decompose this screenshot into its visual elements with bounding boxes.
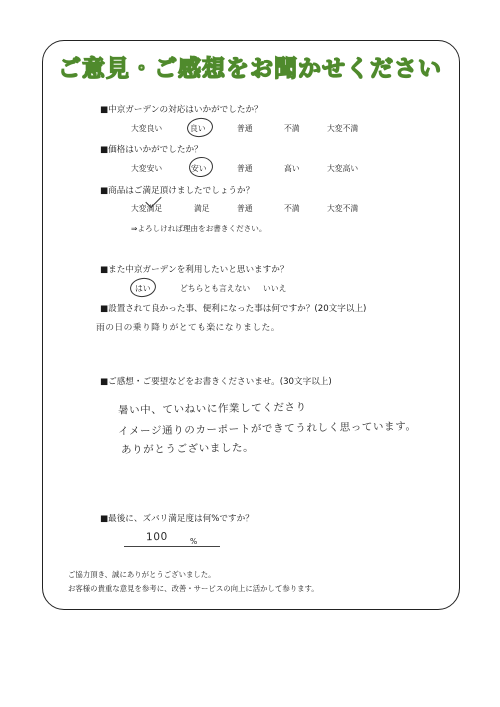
q3-label: ■商品はご満足頂けましたでしょうか？ bbox=[100, 186, 255, 196]
q3-option-3[interactable]: 普通 bbox=[237, 204, 253, 213]
q6-answer-line-2[interactable]: イメージ通りのカーポートができてうれしく思っています。 bbox=[117, 420, 417, 438]
q3-option-4[interactable]: 不満 bbox=[284, 204, 300, 213]
footer-thanks: ご協力頂き、誠にありがとうございました。 bbox=[68, 570, 216, 579]
survey-title: ご意見・ご感想をお聞かせください bbox=[58, 56, 442, 82]
q7-label: ■最後に、ズバリ満足度は何%ですか？ bbox=[100, 514, 254, 524]
q2-option-1[interactable]: 大変安い bbox=[131, 164, 163, 173]
q2-option-2[interactable]: 安い bbox=[191, 164, 207, 173]
q6-label: ■ご感想・ご要望などをお書きくださいませ。(30文字以上) bbox=[100, 377, 332, 387]
q6-answer-line-1[interactable]: 暑い中、ていねいに作業してくださり bbox=[117, 401, 307, 417]
percent-unit: % bbox=[190, 537, 198, 546]
q3-reason-note: ⇒よろしければ理由をお書きください。 bbox=[131, 224, 267, 233]
q2-option-3[interactable]: 普通 bbox=[237, 164, 253, 173]
q2-label: ■価格はいかがでしたか？ bbox=[100, 145, 203, 155]
q1-option-5[interactable]: 大変不満 bbox=[327, 124, 359, 133]
q4-option-neither[interactable]: どちらとも言えない bbox=[180, 284, 251, 293]
satisfaction-value[interactable]: 100 bbox=[145, 530, 168, 544]
q3-option-1[interactable]: 大変満足 bbox=[131, 204, 163, 213]
q1-option-1[interactable]: 大変良い bbox=[131, 124, 163, 133]
q3-option-5[interactable]: 大変不満 bbox=[327, 204, 359, 213]
q6-answer-line-3[interactable]: ありがとうございました。 bbox=[120, 441, 255, 457]
q1-option-3[interactable]: 普通 bbox=[237, 124, 253, 133]
q2-option-4[interactable]: 高い bbox=[284, 164, 300, 173]
q4-label: ■また中京ガーデンを利用したいと思いますか？ bbox=[100, 265, 289, 275]
q4-option-yes[interactable]: はい bbox=[135, 284, 151, 293]
q5-answer[interactable]: 雨の日の乗り降りがとても楽になりました。 bbox=[96, 323, 280, 333]
q1-option-4[interactable]: 不満 bbox=[284, 124, 300, 133]
q2-option-5[interactable]: 大変高い bbox=[327, 164, 359, 173]
q4-option-no[interactable]: いいえ bbox=[263, 284, 287, 293]
q1-option-2[interactable]: 良い bbox=[190, 124, 206, 133]
footer-note: お客様の貴重な意見を参考に、改善・サービスの向上に活かして参ります。 bbox=[68, 584, 319, 593]
q1-label: ■中京ガーデンの対応はいかがでしたか？ bbox=[100, 105, 263, 115]
satisfaction-underline bbox=[124, 546, 220, 547]
q5-label: ■設置されて良かった事、便利になった事は何ですか？(20文字以上) bbox=[100, 304, 367, 314]
q3-option-2[interactable]: 満足 bbox=[194, 204, 210, 213]
